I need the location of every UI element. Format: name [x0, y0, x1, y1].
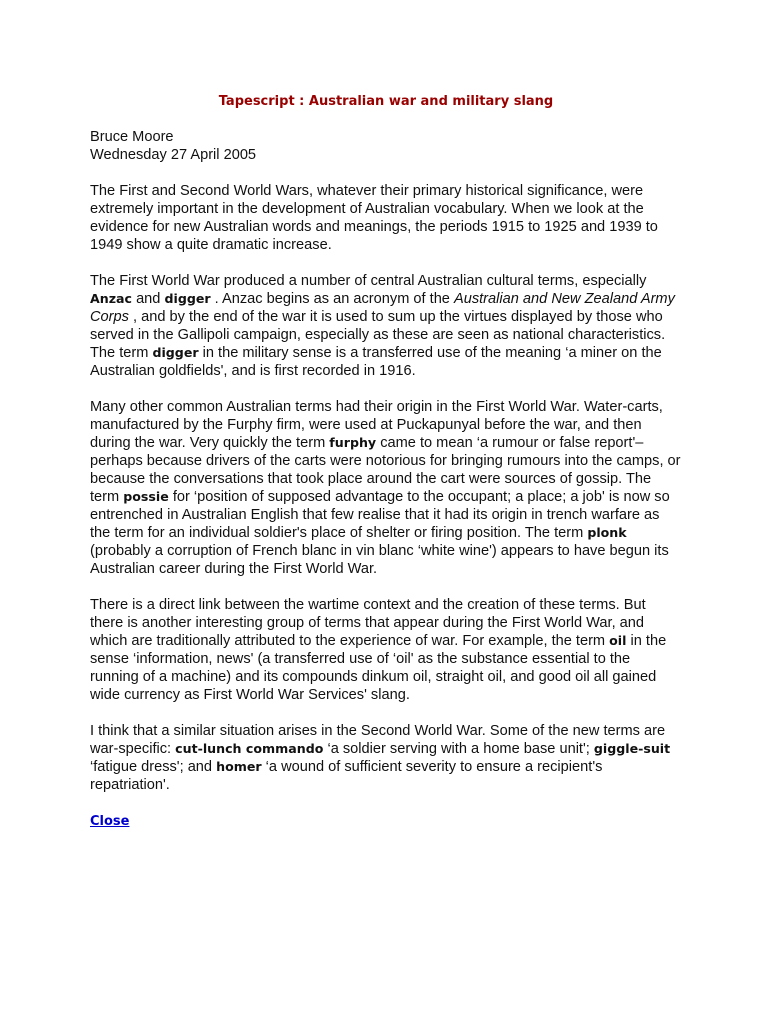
slang-term: giggle-suit	[593, 741, 671, 756]
paragraph-text: came to mean ‘a rumour or false report'– perhaps because drivers of the carts were notorious for bringing rumours into the camps, or because the conversations that took place around the cart were sources of gossip. The term	[90, 435, 681, 505]
slang-term: plonk	[587, 525, 627, 540]
paragraph-text: (probably a corruption of French blanc in vin blanc ‘white wine') appears to have begun its Australian career during the First World War.	[90, 543, 669, 577]
paragraph-text: Many other common Australian terms had their origin in the First World War. Water-carts, manufactured by the Furphy firm, were used at Puckapunyal before the war, and then during the war. Very quickly the term	[90, 399, 663, 451]
paragraph	[90, 182, 682, 254]
paragraph	[90, 398, 682, 578]
slang-term: homer	[216, 759, 262, 774]
paragraph-text: I think that a similar situation arises in the Second World War. Some of the new terms are war-specific:	[90, 723, 666, 757]
byline	[90, 128, 682, 164]
paragraph-text: ‘fatigue dress'; and	[90, 759, 217, 775]
tapescript-document	[90, 92, 682, 830]
paragraph-text: The First World War produced a number of central Australian cultural terms, especially	[90, 273, 647, 289]
page-title: Tapescript : Australian war and military slang	[218, 94, 554, 109]
paragraph	[90, 722, 682, 794]
slang-term: Anzac	[90, 291, 133, 306]
author-name: Bruce Moore	[90, 129, 174, 145]
paragraph-text: . Anzac begins as an acronym of the	[210, 291, 454, 307]
paragraph	[90, 272, 682, 380]
paragraph-text: ‘a wound of sufficient severity to ensure a recipient's repatriation'.	[90, 759, 603, 793]
paragraph-text: The First and Second World Wars, whatever their primary historical significance, were extremely important in the development of Australian vocabulary. When we look at the evidence for new Australian words and meanings, the periods 1915 to 1925 and 1939 to 1949 show a quite dramatic increase.	[90, 183, 658, 253]
slang-term: possie	[123, 489, 169, 504]
paragraph-text: There is a direct link between the wartime context and the creation of these terms. But there is another interesting group of terms that appear during the First World War, and which are traditionally attributed to the experience of war. For example, the term	[90, 597, 646, 649]
slang-term: cut-lunch commando	[175, 741, 324, 756]
broadcast-date: Wednesday 27 April 2005	[90, 147, 257, 163]
slang-term: furphy	[329, 435, 377, 450]
close-link[interactable]: Close	[90, 814, 130, 829]
paragraph-text: , and by the end of the war it is used to sum up the virtues displayed by those who served in the Gallipoli campaign, especially as these are seen as national characteristics. The term	[90, 309, 666, 361]
slang-term: digger	[164, 291, 211, 306]
slang-term: digger	[152, 345, 199, 360]
paragraph-text: ‘a soldier serving with a home base unit';	[323, 741, 594, 757]
slang-term: oil	[609, 633, 627, 648]
paragraph-text: for ‘position of supposed advantage to the occupant; a place; a job' is now so entrenched in Australian English that few realise that it had its origin in trench warfare as the term for an individual soldier's place of shelter or firing position. The term	[90, 489, 670, 541]
paragraph-text: in the military sense is a transferred use of the meaning ‘a miner on the Australian goldfields', and is first recorded in 1916.	[90, 345, 662, 379]
italic-phrase: Australian and New Zealand Army Corps	[90, 291, 675, 325]
paragraph-text: and	[132, 291, 165, 307]
paragraph	[90, 596, 682, 704]
paragraph-text: in the sense ‘information, news' (a transferred use of ‘oil' as the substance essential to the running of a machine) and its compounds dinkum oil, straight oil, and good oil all gained wide currency as First World War Services' slang.	[90, 633, 667, 703]
